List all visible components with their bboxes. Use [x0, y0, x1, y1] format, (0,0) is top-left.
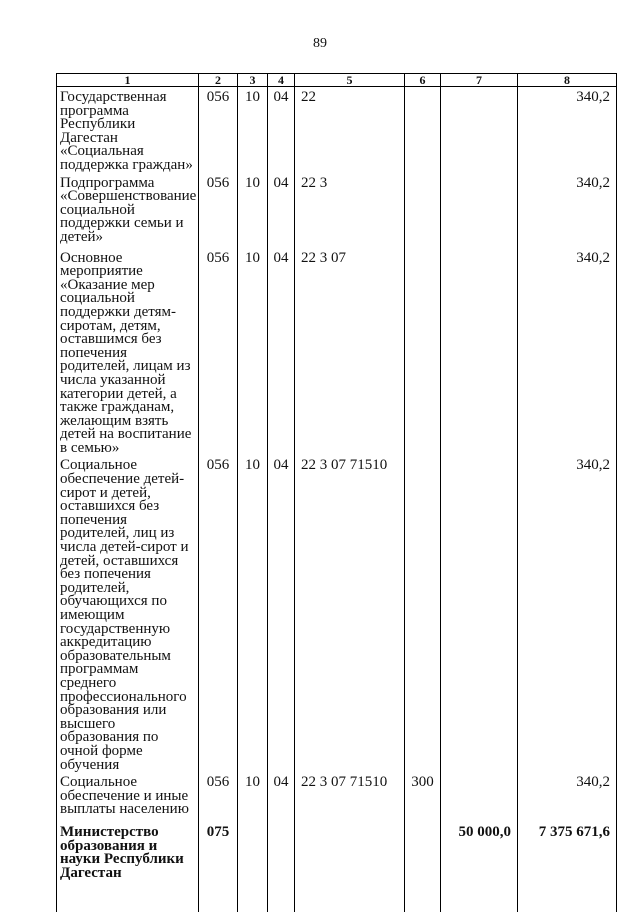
- cell-subsection: 04: [268, 173, 295, 248]
- table-row: [57, 173, 617, 248]
- column-header: 4: [268, 74, 295, 87]
- cell-amount-7: [441, 248, 518, 456]
- cell-amount-7: [441, 772, 518, 822]
- cell-amount-7: 50 000,0: [441, 822, 518, 912]
- cell-expense-type: 300: [405, 772, 441, 822]
- cell-target-article: 22: [295, 87, 405, 173]
- cell-amount-8: 7 375 671,6: [518, 822, 617, 912]
- table-row: [57, 455, 617, 772]
- row-name: Министерство образования и науки Республики Дагестан: [57, 822, 199, 912]
- cell-section: 10: [238, 772, 268, 822]
- cell-amount-7: [441, 455, 518, 772]
- column-header: 7: [441, 74, 518, 87]
- cell-target-article: 22 3: [295, 173, 405, 248]
- cell-amount-7: [441, 87, 518, 173]
- row-name: Социальное обеспечение детей-сирот и детей, оставшихся без попечения родителей, лиц из числа детей-сирот и детей, оставшихся без попечения родителей, обучающихся по имеющим государственную аккредитацию образовательным программам среднего профессионального образования или высшего образования по очной форме обучения: [57, 455, 199, 772]
- column-header: 2: [199, 74, 238, 87]
- cell-amount-8: 340,2: [518, 455, 617, 772]
- table-header-row: [57, 74, 617, 87]
- row-name: Основное мероприятие «Оказание мер социальной поддержки детям-сиротам, детям, оставшимся без попечения родителей, лицам из числа указанной категории детей, а также гражданам, желающим взять детей на воспитание в семью»: [57, 248, 199, 456]
- page-number: 89: [313, 36, 327, 51]
- cell-section: 10: [238, 455, 268, 772]
- cell-amount-8: 340,2: [518, 248, 617, 456]
- column-header: 1: [57, 74, 199, 87]
- column-header: 8: [518, 74, 617, 87]
- cell-ministry-code: 056: [199, 455, 238, 772]
- cell-subsection: 04: [268, 772, 295, 822]
- cell-expense-type: [405, 173, 441, 248]
- table-row: [57, 772, 617, 822]
- table-row: [57, 87, 617, 173]
- row-name: Социальное обеспечение и иные выплаты населению: [57, 772, 199, 822]
- row-name: Подпрограмма «Совершенствование социальной поддержки семьи и детей»: [57, 173, 199, 248]
- cell-ministry-code: 056: [199, 87, 238, 173]
- cell-expense-type: [405, 87, 441, 173]
- cell-target-article: 22 3 07 71510: [295, 772, 405, 822]
- cell-target-article: [295, 822, 405, 912]
- cell-target-article: 22 3 07 71510: [295, 455, 405, 772]
- cell-amount-8: 340,2: [518, 87, 617, 173]
- cell-subsection: [268, 822, 295, 912]
- cell-ministry-code: 075: [199, 822, 238, 912]
- cell-section: 10: [238, 87, 268, 173]
- cell-subsection: 04: [268, 455, 295, 772]
- cell-ministry-code: 056: [199, 173, 238, 248]
- cell-expense-type: [405, 822, 441, 912]
- table-row: [57, 248, 617, 456]
- column-header: 6: [405, 74, 441, 87]
- cell-section: [238, 822, 268, 912]
- cell-expense-type: [405, 248, 441, 456]
- cell-amount-7: [441, 173, 518, 248]
- cell-subsection: 04: [268, 248, 295, 456]
- cell-ministry-code: 056: [199, 248, 238, 456]
- cell-target-article: 22 3 07: [295, 248, 405, 456]
- row-name: Государственная программа Республики Дагестан «Социальная поддержка граждан»: [57, 87, 199, 173]
- column-header: 5: [295, 74, 405, 87]
- cell-amount-8: 340,2: [518, 772, 617, 822]
- table-row: [57, 822, 617, 912]
- cell-ministry-code: 056: [199, 772, 238, 822]
- cell-expense-type: [405, 455, 441, 772]
- cell-section: 10: [238, 173, 268, 248]
- cell-amount-8: 340,2: [518, 173, 617, 248]
- budget-table: [56, 73, 617, 912]
- cell-section: 10: [238, 248, 268, 456]
- column-header: 3: [238, 74, 268, 87]
- cell-subsection: 04: [268, 87, 295, 173]
